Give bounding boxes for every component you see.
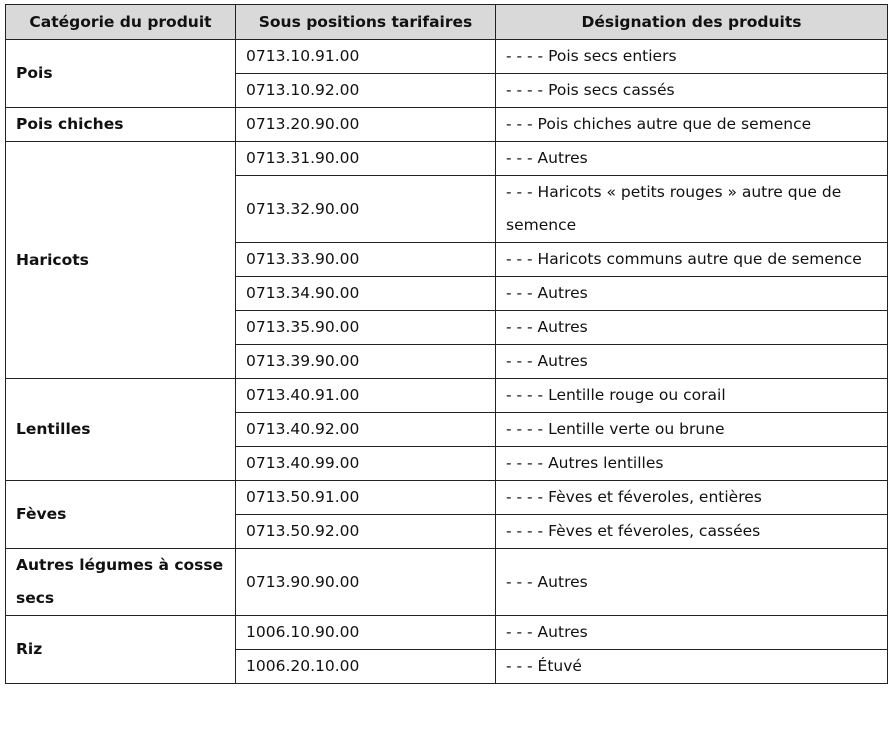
tariff-code-cell: 0713.10.91.00: [236, 40, 496, 74]
category-cell: Haricots: [6, 142, 236, 379]
table-row: [6, 379, 888, 413]
designation-cell: - - - - Lentille rouge ou corail: [496, 379, 888, 413]
designation-cell: - - - Haricots « petits rouges » autre que de semence: [496, 176, 888, 243]
designation-cell: - - - Haricots communs autre que de semence: [496, 243, 888, 277]
tariff-code-cell: 0713.20.90.00: [236, 108, 496, 142]
designation-cell: - - - Autres: [496, 142, 888, 176]
tariff-code-cell: 0713.39.90.00: [236, 345, 496, 379]
category-cell: Riz: [6, 616, 236, 684]
designation-cell: - - - - Pois secs cassés: [496, 74, 888, 108]
designation-cell: - - - - Autres lentilles: [496, 447, 888, 481]
tariff-code-cell: 1006.20.10.00: [236, 650, 496, 684]
category-cell: Lentilles: [6, 379, 236, 481]
tariff-code-cell: 0713.35.90.00: [236, 311, 496, 345]
tariff-code-cell: 0713.40.92.00: [236, 413, 496, 447]
category-cell: Pois: [6, 40, 236, 108]
tariff-code-cell: 0713.40.91.00: [236, 379, 496, 413]
tariff-code-cell: 0713.34.90.00: [236, 277, 496, 311]
tariff-code-cell: 0713.50.92.00: [236, 515, 496, 549]
table-body: [6, 40, 888, 684]
designation-cell: - - - Autres: [496, 311, 888, 345]
category-cell: Pois chiches: [6, 108, 236, 142]
table-row: [6, 142, 888, 176]
table-row: [6, 481, 888, 515]
designation-cell: - - - - Fèves et féveroles, cassées: [496, 515, 888, 549]
designation-cell: - - - Pois chiches autre que de semence: [496, 108, 888, 142]
tariff-code-cell: 0713.33.90.00: [236, 243, 496, 277]
designation-cell: - - - Autres: [496, 616, 888, 650]
tariff-code-cell: 0713.90.90.00: [236, 549, 496, 616]
designation-cell: - - - - Fèves et féveroles, entières: [496, 481, 888, 515]
tariff-table: [5, 4, 888, 684]
designation-cell: - - - Étuvé: [496, 650, 888, 684]
designation-cell: - - - Autres: [496, 549, 888, 616]
tariff-code-cell: 0713.40.99.00: [236, 447, 496, 481]
table-row: [6, 616, 888, 650]
designation-cell: - - - Autres: [496, 277, 888, 311]
header-tariff-code: Sous positions tarifaires: [236, 5, 496, 40]
designation-cell: - - - - Pois secs entiers: [496, 40, 888, 74]
header-row: [6, 5, 888, 40]
table-row: [6, 40, 888, 74]
tariff-code-cell: 0713.10.92.00: [236, 74, 496, 108]
category-cell: Fèves: [6, 481, 236, 549]
table-row: [6, 549, 888, 616]
tariff-code-cell: 1006.10.90.00: [236, 616, 496, 650]
tariff-code-cell: 0713.32.90.00: [236, 176, 496, 243]
tariff-code-cell: 0713.50.91.00: [236, 481, 496, 515]
header-category: Catégorie du produit: [6, 5, 236, 40]
designation-cell: - - - Autres: [496, 345, 888, 379]
designation-cell: - - - - Lentille verte ou brune: [496, 413, 888, 447]
table-row: [6, 108, 888, 142]
header-designation: Désignation des produits: [496, 5, 888, 40]
tariff-code-cell: 0713.31.90.00: [236, 142, 496, 176]
category-cell: Autres légumes à cosse secs: [6, 549, 236, 616]
